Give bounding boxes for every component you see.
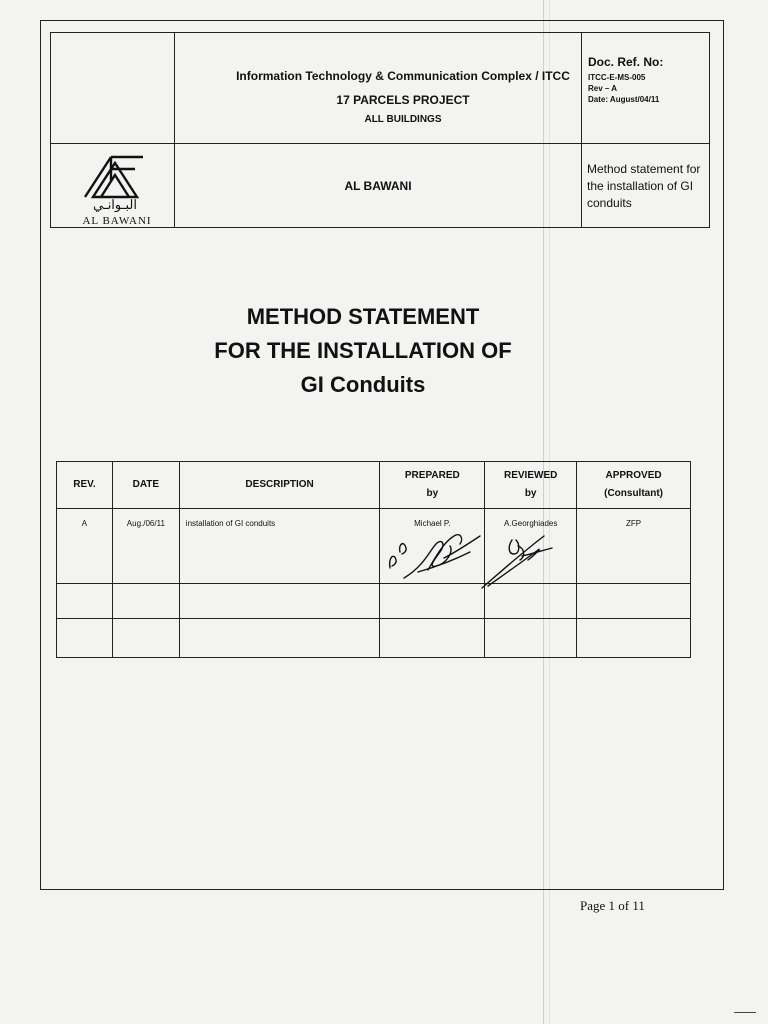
cell-prepared: Michael P. (380, 509, 485, 584)
scan-edge-mark (734, 1012, 756, 1013)
header-divider-middle (51, 143, 709, 144)
col-approved (577, 462, 691, 509)
doc-ref-label: Doc. Ref. No: (588, 55, 664, 69)
project-scope: ALL BUILDINGS (364, 114, 442, 125)
empty-cell (179, 584, 380, 619)
reviewed-signature (478, 526, 558, 592)
doc-date: Date: August/04/11 (588, 95, 660, 104)
col-rev: REV. (57, 462, 113, 509)
col-approved-by: (Consultant) (604, 488, 663, 499)
title-line-3: GI Conduits (300, 372, 426, 397)
table-row-empty (57, 584, 691, 619)
col-reviewed (485, 462, 577, 509)
empty-cell (485, 619, 577, 658)
cell-reviewed: A.Georghiades (485, 509, 577, 584)
empty-cell (57, 619, 113, 658)
project-complex: Information Technology & Communication Complex / ITCC (236, 69, 570, 83)
doc-revision: Rev – A (588, 84, 618, 93)
empty-cell (179, 619, 380, 658)
logo-arabic-text: البـوانـي (93, 198, 137, 213)
col-prepared (380, 462, 485, 509)
col-prepared-label: PREPARED (404, 470, 460, 481)
col-reviewed-label: REVIEWED (504, 470, 558, 481)
revision-table-header (57, 462, 691, 509)
revision-table (56, 461, 691, 658)
empty-cell (380, 619, 485, 658)
document-header (50, 32, 710, 228)
col-prepared-by: by (426, 488, 439, 499)
page-number: Page 1 of 11 (580, 898, 645, 913)
title-line-2: FOR THE INSTALLATION OF (214, 338, 512, 363)
document-subject: Method statement for the installation of GI conduits (587, 162, 701, 210)
cell-description: installation of GI conduits (179, 509, 380, 584)
cell-approved: ZFP (577, 509, 691, 584)
cell-rev: A (57, 509, 113, 584)
company-name: AL BAWANI (344, 179, 412, 193)
logo-english-text: AL BAWANI (82, 215, 152, 227)
empty-cell (57, 584, 113, 619)
table-row-empty (57, 619, 691, 658)
col-reviewed-by: by (524, 488, 537, 499)
header-divider-right (581, 33, 582, 227)
header-divider-left (174, 33, 175, 227)
empty-cell (380, 584, 485, 619)
empty-cell (577, 584, 691, 619)
col-date: DATE (112, 462, 179, 509)
title-line-1: METHOD STATEMENT (246, 304, 480, 329)
col-description: DESCRIPTION (179, 462, 380, 509)
doc-ref-number: ITCC-E-MS-005 (588, 73, 646, 82)
project-name: 17 PARCELS PROJECT (336, 93, 470, 107)
empty-cell (112, 584, 179, 619)
cell-date: Aug./06/11 (112, 509, 179, 584)
col-approved-label: APPROVED (605, 470, 662, 481)
empty-cell (112, 619, 179, 658)
table-row (57, 509, 691, 584)
empty-cell (577, 619, 691, 658)
